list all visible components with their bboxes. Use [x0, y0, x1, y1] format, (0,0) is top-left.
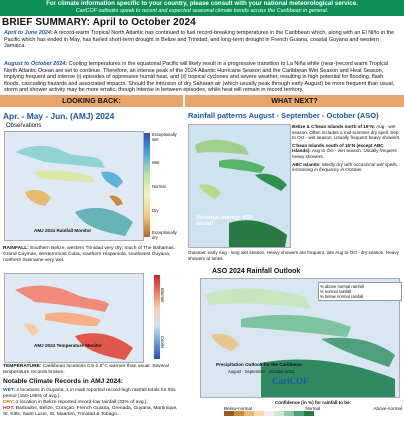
zone-north-head: Belize & C'bean Islands north of 16°N:	[292, 124, 376, 129]
zone-abc-head: ABC Islands:	[292, 161, 321, 167]
zone-north-text: Aug - wet season. Often includes a mid-summer dry spell. Sep to Oct - wet season. Usually frequent heavy showers.	[292, 124, 401, 141]
scale-cooler: Cooler	[160, 336, 165, 349]
scale-warmer: Warmer	[160, 288, 165, 303]
record-wet	[3, 388, 183, 400]
paragraph-1-lead: April to June 2024:	[4, 30, 53, 36]
paragraph-1-text: A record-warm Tropical North Atlantic has continued to fuel record-breaking temperatures in the Caribbean which, along with an El Niño in the Pacific which has ended in May, has fueled short-term drought in Belize and Trinidad, and long-term drought in French Guiana, coastal Guyana and western Jamaica.	[4, 30, 395, 50]
precip-caption: Precipitation Outlook for the Caribbean	[216, 362, 302, 367]
dry-label: DRY:	[3, 399, 15, 405]
rainfall-summary	[3, 246, 181, 264]
outlook-legend	[318, 282, 402, 301]
rainfall-map-caption: AMJ 2024 Rainfall Monitor	[34, 228, 92, 233]
swatch-above-70	[304, 411, 314, 416]
rainfall-colorbar	[144, 133, 150, 237]
what-next-header: WHAT NEXT?	[185, 95, 404, 107]
rainfall-patterns-title: Rainfall patterns August - September - October (ASO)	[188, 111, 379, 120]
paragraph-2-text: Cooling temperatures in the equatorial Pacific will likely result in a progressive transition to La Niña while (near-)record warm Tropical North Atlantic Ocean are set to continue. Therefore, an intense peak of the 2024 Atlantic Hurricane Season and the Caribbean Wet Season and Heat Season, implying frequent and intense (i) episodes of oppressive humid heat, and (ii) tropical cyclones and severe weather, resulting in high potential for flooding, flash floods, cascading hazards and associated impacts. Should the intrusion of dry Saharan air (which usually peak through early August) be more frequent than usual, storm and shower activity may be more erratic, though intense in between episodes, while heat will remain in record territory.	[4, 61, 395, 94]
scale-dry: Dry	[152, 208, 159, 213]
banner-line-2: CariCOF outlooks speak to recent and expected seasonal climate trends across the Caribbean in general.	[75, 8, 329, 14]
summary-paragraph-1	[4, 30, 400, 50]
historical-map-graphic	[189, 125, 290, 247]
temperature-text: : Caribbean locations 0.5-2.5°C warmer than usual. Several temperature records broken.	[3, 364, 169, 375]
banner-line-1: For climate information specific to your country, please consult with your national meteorological service.	[46, 0, 358, 7]
hot-text: Barbados, Belize, Curaçao, French Guiana, Grenada, Guyana, Martinique, St. Kitts, Saint Lucie, St. Maarten, Trinidad & Tobago...	[3, 405, 178, 417]
paragraph-2-lead: August to October 2024:	[4, 61, 68, 67]
amj-period-title: Apr. - May - Jun. (AMJ) 2024	[3, 111, 115, 121]
temperature-summary	[3, 364, 181, 376]
swatch-above-40	[274, 411, 284, 416]
summary-paragraph-2	[4, 61, 400, 94]
historical-rainfall-map	[188, 124, 291, 248]
conf-above: Above-normal	[373, 406, 402, 411]
temperature-monitor-map	[4, 273, 144, 363]
observations-label: Observations	[6, 123, 42, 129]
zone-abc	[292, 162, 402, 173]
aso-outlook-title: ASO 2024 Rainfall Outlook	[212, 268, 301, 275]
zone-north	[292, 124, 402, 141]
confidence-swatches	[224, 411, 402, 416]
temperature-map-graphic	[5, 274, 143, 362]
rainfall-text: : Southern Belize, western Trinidad very dry; much of The Bahamas, Grand Cayman, westernmost Cuba, southern Hispaniola, southwest Guyana, northern Suriname very wet.	[3, 246, 175, 263]
scale-normal: Normal	[152, 184, 166, 189]
swatch-above-50	[284, 411, 294, 416]
wet-text: 2 locations in Guyana, 1 in Haiti reported record-high rainfall totals for this period (150-195% of avg.).	[3, 388, 176, 399]
rainfall-monitor-map	[4, 131, 144, 241]
swatch-below-50	[244, 411, 254, 416]
scale-wet: Wet	[152, 160, 160, 165]
swatch-below-60	[234, 411, 244, 416]
swatch-above-60	[294, 411, 304, 416]
temperature-map-caption: AMJ 2024 Temperature Monitor	[34, 343, 103, 348]
hot-label: HOT:	[3, 405, 15, 411]
legend-above: % above normal rainfall	[320, 284, 364, 289]
swatch-below-40	[254, 411, 264, 416]
notable-records-list	[3, 388, 183, 418]
confidence-title: Confidence (in %) for rainfall to be:	[274, 400, 352, 405]
conf-below: Below-normal	[224, 406, 253, 411]
zone-south-text: Aug to Oct - wet season. Usually frequent heavy showers.	[292, 148, 397, 159]
swatch-normal-40	[264, 411, 274, 416]
temperature-label: TEMPERATURE	[3, 364, 40, 369]
zone-abc-text: Mostly dry with occasional wet spells, increasing in frequency in October.	[292, 161, 398, 173]
rainfall-label: RAINFALL	[3, 246, 28, 251]
brief-summary-title: BRIEF SUMMARY: April to October 2024	[2, 17, 196, 28]
historical-average-label: Historical average ASO rainfall	[196, 215, 254, 227]
seasonal-zones	[292, 124, 402, 173]
confidence-legend	[224, 400, 402, 416]
guianas-note: Guianas: early Aug - long wet season. Heavy showers are frequent. late Aug to Oct - dry season. Heavy showers at times.	[188, 250, 399, 261]
zone-south	[292, 143, 402, 160]
record-hot	[3, 406, 183, 418]
disclaimer-banner	[0, 0, 404, 16]
zone-south-head: C'bean Islands south of 16°N (except ABC Islands):	[292, 142, 384, 154]
scale-exceptionally-wet: Exceptionally wet	[152, 132, 177, 142]
legend-below: % below normal rainfall	[320, 294, 364, 299]
swatch-below-70	[224, 411, 234, 416]
looking-back-header: LOOKING BACK:	[0, 95, 183, 107]
notable-records-title: Notable Climate Records in AMJ 2024:	[3, 378, 123, 385]
wet-label: WET:	[3, 388, 15, 393]
legend-normal: % normal rainfall	[320, 289, 352, 294]
scale-exceptionally-dry: Exceptionally dry	[152, 230, 177, 240]
conf-normal: Normal	[305, 406, 321, 411]
dry-text: 1 location in Belize reported record-low rainfall (32% of avg.).	[15, 399, 148, 405]
rainfall-map-graphic	[5, 132, 143, 240]
precip-subcaption: August - September - October 2024	[228, 369, 295, 374]
caricof-logo: CariCOF	[272, 376, 309, 386]
